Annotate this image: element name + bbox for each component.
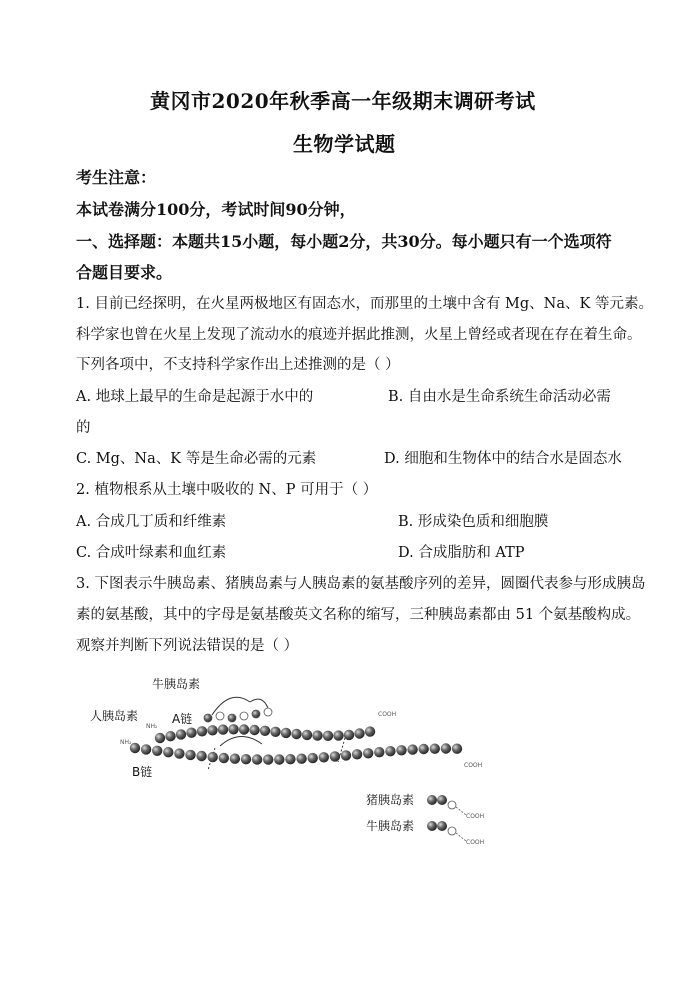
amino-acid-bead [141,744,151,754]
cooh-a: COOH [378,711,397,718]
label-bovine-bottom: 牛胰岛素 [366,819,415,833]
amino-acid-bead [319,752,329,762]
bovine-top-segment [204,697,272,722]
amino-acid-bead [165,731,175,741]
cooh-porcine: COOH [466,813,485,820]
q2-option-d: D. 合成脂肪和 ATP [398,545,525,561]
amino-acid-bead [252,754,262,764]
nh2-b: NH₂ [120,739,132,746]
q2-stem: 2. 植物根系从土壤中吸收的 N、P 可用于（ ） [76,482,378,498]
amino-acid-bead [216,712,224,720]
amino-acid-bead [218,724,228,734]
amino-acid-bead [240,712,248,720]
amino-acid-bead [285,754,295,764]
label-porcine: 猪胰岛素 [366,793,415,807]
section-line-1: 一、选择题：本题共15小题，每小题2分，共30分。每小题只有一个选项符 [76,232,612,251]
amino-acid-bead [312,730,322,740]
q2-option-b: B. 形成染色质和细胞膜 [398,514,549,530]
amino-acid-bead [204,714,212,722]
porcine-difference-beads [427,795,466,815]
q1-line-2: 科学家也曾在火星上发现了流动水的痕迹并据此推测，火星上曾经或者现在存在着生命。 [76,327,642,343]
b-chain [130,743,462,765]
section-line-2: 合题目要求。 [76,263,173,282]
amino-acid-bead [249,725,259,735]
amino-acid-bead [363,748,373,758]
amino-acid-bead [130,743,140,753]
amino-acid-bead [260,726,270,736]
q1-line-1: 1. 目前已经探明，在火星两极地区有固态水，而那里的土壤中含有 Mg、Na、K 等元素。 [76,296,653,312]
insulin-structure-figure [80,668,540,858]
amino-acid-bead [296,754,306,764]
amino-acid-bead [344,730,354,740]
amino-acid-bead [252,710,260,718]
amino-acid-bead [155,733,165,743]
label-a-chain: A链 [172,712,193,726]
q1-option-d: D. 细胞和生物体中的结合水是固态水 [384,451,622,467]
amino-acid-bead [185,750,195,760]
q3-line-2: 素的氨基酸，其中的字母是氨基酸英文名称的缩写，三种胰岛素都由 51 个氨基酸构成。 [76,607,641,623]
amino-acid-bead [208,752,218,762]
amino-acid-bead [263,754,273,764]
amino-acid-bead [291,729,301,739]
label-bovine-top: 牛胰岛素 [152,677,201,691]
q1-option-b: B. 自由水是生命系统生命活动必需 [388,389,611,405]
amino-acid-bead [323,731,333,741]
amino-acid-bead [176,729,186,739]
amino-acid-bead [365,726,375,736]
amino-acid-bead [196,751,206,761]
notice-line: 本试卷满分100分，考试时间90分钟， [76,200,356,219]
amino-acid-bead [264,708,272,716]
q1-option-c: C. Mg、Na、K 等是生命必需的元素 [76,451,317,467]
amino-acid-bead [274,754,284,764]
q3-line-1: 3. 下图表示牛胰岛素、猪胰岛素与人胰岛素的氨基酸序列的差异，圆圈代表参与形成胰岛 [76,576,646,592]
amino-acid-bead [281,728,291,738]
nh2-a: NH₂ [146,723,158,730]
amino-acid-bead [152,746,162,756]
q3-line-3: 观察并判断下列说法错误的是（ ） [76,638,299,654]
amino-acid-bead [419,744,429,754]
q2-option-a: A. 合成几丁质和纤维素 [76,514,227,530]
page-subtitle: 生物学试题 [293,132,396,156]
amino-acid-bead [385,746,395,756]
q2-option-c: C. 合成叶绿素和血红素 [76,545,227,561]
amino-acid-bead [430,744,440,754]
amino-acid-bead [396,745,406,755]
amino-acid-bead [302,730,312,740]
amino-acid-bead [230,754,240,764]
amino-acid-bead [197,726,207,736]
a-chain [155,724,375,743]
amino-acid-bead [374,747,384,757]
q1-line-3: 下列各项中，不支持科学家作出上述推测的是（ ） [76,357,400,373]
amino-acid-bead [239,724,249,734]
amino-acid-bead [308,753,318,763]
amino-acid-bead [207,725,217,735]
cooh-b: COOH [464,762,483,769]
amino-acid-bead [333,730,343,740]
amino-acid-bead [407,744,417,754]
amino-acid-bead [228,714,236,722]
amino-acid-bead [441,743,451,753]
amino-acid-bead [219,753,229,763]
amino-acid-bead [241,754,251,764]
amino-acid-bead [330,751,340,761]
amino-acid-bead [354,728,364,738]
amino-acid-bead [228,724,238,734]
amino-acid-bead [341,750,351,760]
amino-acid-bead [163,747,173,757]
amino-acid-bead [174,748,184,758]
cooh-bovine: COOH [466,839,485,846]
amino-acid-bead [186,728,196,738]
q1-option-a: A. 地球上最早的生命是起源于水中的 [76,389,314,405]
notice-heading: 考生注意： [76,168,157,187]
amino-acid-bead [270,727,280,737]
amino-acid-bead [452,744,462,754]
label-b-chain: B链 [132,765,153,779]
amino-acid-bead [352,749,362,759]
bovine-difference-beads [427,821,466,841]
page-title: 黄冈市2020年秋季高一年级期末调研考试 [150,89,536,113]
q1-option-b-cont: 的 [76,420,91,436]
label-human: 人胰岛素 [90,709,139,723]
